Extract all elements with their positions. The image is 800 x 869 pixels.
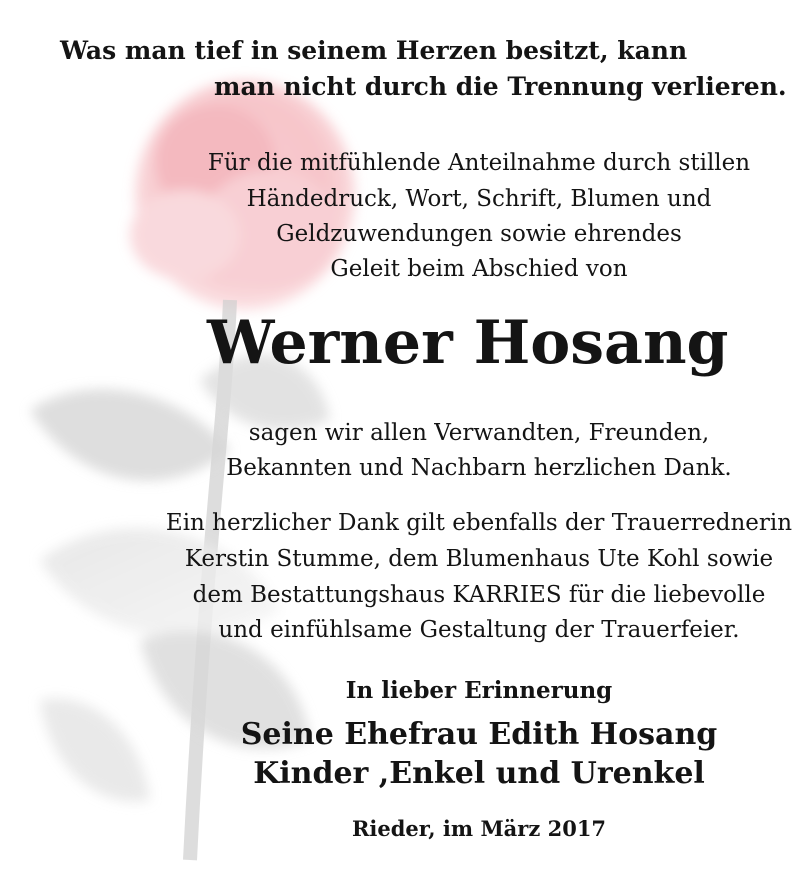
motto-line-1: Was man tief in seinem Herzen besitzt, kann [60,36,688,65]
thanks-special-line-2: Kerstin Stumme, dem Blumenhaus Ute Kohl sowie [184,546,774,572]
signature-line-2: Kinder ,Enkel und Urenkel [253,756,705,791]
thanks-intro-line-1: Für die mitfühlende Anteilnahme durch stillen [207,150,751,176]
thanks-special-line-1: Ein herzlicher Dank gilt ebenfalls der Trauerrednerin [165,510,793,536]
thanks-special-line-4: und einfühlsame Gestaltung der Trauerfeier. [218,617,740,643]
thanks-intro-line-2: Händedruck, Wort, Schrift, Blumen und [246,186,712,212]
thanks-main-line-1: sagen wir allen Verwandten, Freunden, [248,420,710,446]
signature-line-1: Seine Ehefrau Edith Hosang [240,717,718,752]
motto-line-2: man nicht durch die Trennung verlieren. [214,72,787,101]
thanks-intro-line-4: Geleit beim Abschied von [330,256,628,282]
thanks-main-line-2: Bekannten und Nachbarn herzlichen Dank. [226,455,732,481]
thanks-intro-line-3: Geldzuwendungen sowie ehrendes [276,221,682,247]
deceased-name: Werner Hosang [207,308,729,378]
thanks-special-line-3: dem Bestattungshaus KARRIES für die liebevolle [192,582,766,608]
place-date: Rieder, im März 2017 [351,816,607,841]
signature-heading: In lieber Erinnerung [345,677,613,704]
